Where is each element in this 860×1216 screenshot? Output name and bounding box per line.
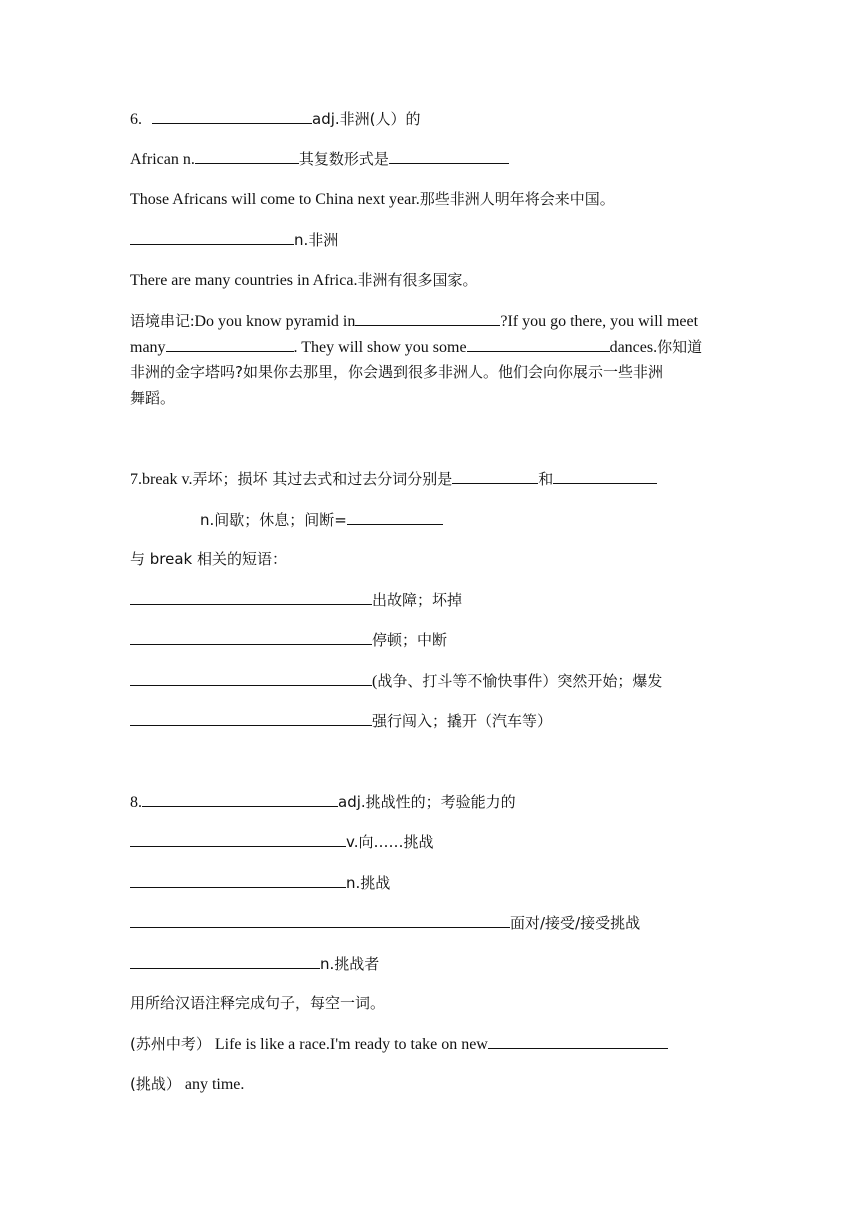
item8-blank-verb[interactable] [130,828,346,847]
item8-number: 8. [130,794,142,811]
item6-example1 [130,186,615,213]
item7-phrase3-meaning: 战争、打斗等不愉快事件）突然开始；爆发 [377,672,663,690]
item7-meaning: 弄坏；损坏 其过去式和过去分词分别是 [192,470,453,488]
item6-blank-african[interactable] [152,105,312,124]
item8-phrase-line [130,909,640,937]
item7-noun-meaning: n.间歇；休息；间断= [200,511,347,529]
item8-heading [130,788,516,816]
item8-exercise-end-line [130,1071,244,1098]
item7-noun-line [200,506,443,534]
item7-blank-phrase4[interactable] [130,707,372,726]
item8-noun-line [130,869,390,897]
item6-context-line3: 非洲的金字塔吗?如果你去那里，你会遇到很多非洲人。他们会向你展示一些非洲 [130,363,663,381]
item8-exercise-text: Life is like a race.I'm ready to take on new [210,1036,488,1053]
item6-plural-label: 其复数形式是 [298,150,389,168]
item8-blank-adj[interactable] [142,788,338,807]
item6-pos: adj.非洲(人）的 [312,110,421,128]
item7-phrases-intro [130,546,287,573]
item6-context-line2 [130,333,702,361]
item8-phrase-meaning: 面对/接受/接受挑战 [510,914,641,932]
item6-africa-line [130,226,338,254]
item7-blank-phrase2[interactable] [130,626,372,645]
item6-heading [130,105,421,133]
item7-blank-phrase1[interactable] [130,586,372,605]
item8-exercise-source: (苏州中考） [130,1035,211,1053]
item6-context-part5: dances. [609,339,658,356]
item6-example2 [130,267,477,294]
item6-context-line1 [130,307,698,335]
item6-context-part4: . They will show you some [293,339,467,356]
item8-exercise-instruction: 用所给汉语注释完成句子，每空一词。 [130,994,386,1012]
item7-blank-noun[interactable] [347,506,443,525]
item6-context-part1: :Do you know pyramid in [190,313,356,330]
item6-context-part3: many [130,339,166,356]
item7-phrase4-meaning: 强行闯入；撬开（汽车等） [372,712,553,730]
item7-phrases-intro-a: 与 break [130,550,193,568]
item6-example1-cn: 那些非洲人明年将会来中国。 [419,190,615,208]
item7-blank-phrase3[interactable] [130,667,372,686]
item7-phrase1-meaning: 出故障；坏掉 [372,591,463,609]
item7-phrases-intro-b: 相关的短语： [192,550,288,568]
item6-blank-context3[interactable] [467,333,610,352]
item6-blank-context1[interactable] [355,307,500,326]
item7-phrase1 [130,586,462,614]
item8-exercise-end: any time. [180,1076,245,1093]
item7-blank-pp[interactable] [553,465,657,484]
item6-number: 6. [130,111,142,128]
item8-blank-phrase[interactable] [130,909,510,928]
item7-and: 和 [538,470,554,488]
item8-person-meaning: n.挑战者 [320,955,380,973]
item7-phrase4 [130,707,552,735]
item6-context-part2: ?If you go there, you will meet [500,313,699,330]
item8-exercise-sentence [130,1030,668,1058]
item6-blank-plural[interactable] [389,145,509,164]
item6-example2-en: There are many countries in Africa. [130,272,358,289]
item6-african-prefix: African n. [130,151,195,168]
item7-blank-past[interactable] [452,465,538,484]
item8-blank-person[interactable] [130,950,320,969]
item6-context-label: 语境串记 [130,312,191,330]
item8-verb-line [130,828,433,856]
item8-verb-meaning: v.向……挑战 [346,833,434,851]
item8-noun-meaning: n.挑战 [346,874,391,892]
item8-blank-exercise[interactable] [488,1030,668,1049]
item8-exercise-hint: (挑战） [130,1075,181,1093]
item6-example1-en: Those Africans will come to China next year. [130,191,420,208]
item6-africa-label: n.非洲 [294,231,339,249]
item7-phrase3 [130,667,662,695]
item7-phrase3-open: ( [372,673,378,690]
item6-blank-context2[interactable] [166,333,294,352]
item6-example2-cn: 非洲有很多国家。 [357,271,478,289]
item7-prefix: 7.break v. [130,471,193,488]
item6-blank-african-noun[interactable] [195,145,299,164]
item7-phrase2-meaning: 停顿；中断 [372,631,448,649]
item6-context-line4: 舞蹈。 [130,389,176,407]
item6-african-line [130,145,509,173]
item8-person-line [130,950,379,978]
item8-blank-noun[interactable] [130,869,346,888]
item7-phrase2 [130,626,447,654]
item8-adj-meaning: adj.挑战性的；考验能力的 [338,793,516,811]
item7-heading [130,465,657,493]
item6-blank-africa[interactable] [130,226,294,245]
item6-context-part6: 你知道 [657,338,703,356]
